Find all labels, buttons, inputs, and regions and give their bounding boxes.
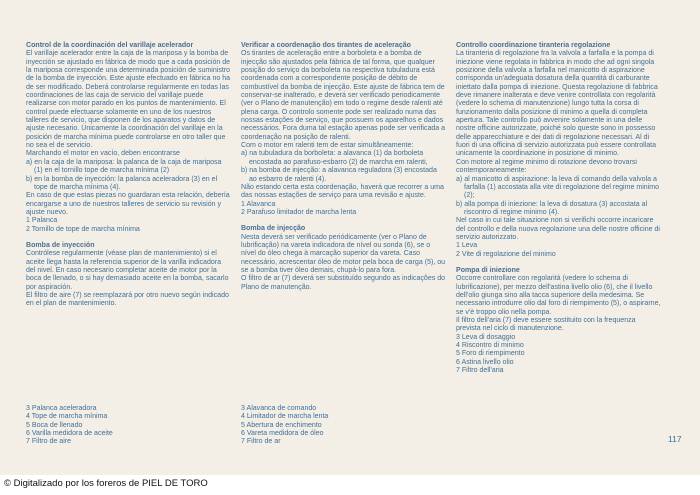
legend-item: 5 Foro di riempimento [456, 350, 525, 358]
legend-item: 4 Riscontro di minimo [456, 342, 524, 350]
paragraph: El filtro de aire (7) se reemplazará por otro nuevo según indicado en el plan de mantenimiento. [26, 291, 229, 308]
list-item: b) en la bomba de inyección: la palanca aceleradora (3) en el tope de marcha mínima (4). [26, 175, 218, 191]
column-spanish [26, 42, 231, 309]
paragraph: Con motore al regime minimo di rotazione devono trovarsi contemporaneamente: [456, 158, 637, 175]
paragraph: Occorre controllare con regolarità (vedere lo schema di lubrificazione), per mezzo dell'astina livello olio (6), che il livello dell'olio giunga sino alla tacca superiore della medesima. Se necessario introdurre olio dal foro di riempimento (5), o aspirarne, se v'è troppo olio nella pompa. [456, 275, 661, 316]
legend-portuguese [241, 405, 446, 447]
legend-item: 7 Filtro de ar [241, 438, 281, 446]
legend-item: 4 Tope de marcha mínima [26, 413, 108, 421]
legend-spanish [26, 405, 231, 447]
list-item: b) alla pompa di iniezione: la leva di dosatura (3) accostata al riscontro di regime minimo (4). [456, 200, 648, 216]
paragraph: Os tirantes de aceleração entre a borboleta e a bomba de injecção são ajustados pela fábrica de tal forma, que qualquer posição do serviço da borboleta na respectiva tubuladura está coordenada com a correspondente posição de débito de combustível da bomba de injecção. Este ajuste de fábrica tem de conservar-se inalterado, e deverá ser verificado periodicamente (ver o Plano de manutenção) em todo o regime desde ralenti até plena carga. O controlo somente pode ser realizado numa das nossas estações de serviço, que possuem os aparelhos e dados necessários. Fora duma tal estação apenas pode ser verificada a coordenação na posição de ralenti. [241, 50, 446, 141]
legend-item: 1 Alavanca [241, 200, 276, 208]
legend-item: 4 Limitador de marcha lenta [241, 413, 329, 421]
legend-item: 7 Filtro dell'aria [456, 367, 504, 375]
legend-item: 3 Palanca aceleradora [26, 405, 97, 412]
paragraph: La tiranteria di regolazione fra la valvola a farfalla e la pompa di iniezione viene regolata in fabbrica in modo che ad ogni singola posizione della valvola a farfalla nel manicotto di aspirazione corrisponda un'adeguata dosatura della quantità di carburante iniettato dalla pompa di iniezione. Questa regolazione di fabbrica deve rimanere inalterata e deve venire controllata con regolarità (vedere lo schema di manutenzione) lungo tutta la corsa di funzionamento dalla posizione di minimo a quella di completa apertura. Tale controllo può avvenire solamente in una delle nostre officine autorizzate, poiché solo queste sono in possesso delle apparecchiature e dei dati di regolazione necessari. Al di fuori di una officina di servizio autorizzata può essere controllata unicamente la coordinazione in posizione di minimo. [456, 50, 658, 158]
footer-credit: © Digitalizado por los foreros de PIEL DE TORO [4, 478, 208, 489]
paragraph: Nel caso in cui tale situazione non si verifichi occorre incaricare del controllo e della nuova regolazione una delle nostre officine di servizio autorizzato. [456, 217, 660, 241]
legend-item: 1 Palanca [26, 217, 58, 225]
legend-item: 3 Alavanca de comando [241, 405, 317, 412]
section-heading: Bomba de inyección [26, 241, 95, 249]
section-heading: Controllo coordinazione tiranteria regolazione [456, 42, 611, 49]
legend-item: 7 Filtro de aire [26, 438, 72, 446]
paragraph: O filtro de ar (7) deverá ser substituído segundo as indicações do Plano de manutenção. [241, 275, 446, 291]
legend-item: 2 Parafuso limitador de marcha lenta [241, 208, 357, 216]
footer-bar [0, 475, 700, 495]
legend-item: 6 Vareta medidora de óleo [241, 430, 324, 438]
paragraph: Marchando el motor en vacío, deben encontrarse [26, 150, 180, 158]
column-portuguese [241, 42, 446, 292]
section-heading: Bomba de injecção [241, 225, 306, 233]
paragraph: Nesta deverá ser verificado periódicamente (ver o Plano de lubrificação) na vareta indicadora de nível ou sonda (6), se o nível do óleo chega à marcação superior da vareta. Caso necessário, acrescentar óleo de motor pela boca de carga (5), ou se a bomba tiver óleo demais, chupá-lo para fora. [241, 233, 446, 274]
legend-item: 5 Abertura de enchimento [241, 421, 322, 429]
legend-item: 5 Boca de llenado [26, 421, 83, 429]
column-italian [456, 42, 661, 375]
list-item: a) al manicotto di aspirazione: la leva di comando della valvola a farfalla (1) accostata alla vite di regolazione del regime minimo (2); [456, 175, 660, 200]
list-item: a) na tubuladura da borboleta: a alavanca (1) da borboleta encostada ao parafuso-esbarro (2) de marcha em ralenti, [241, 150, 428, 166]
section-heading: Control de la coordinación del varillaje acelerador [26, 42, 194, 49]
list-item: a) en la caja de la mariposa: la palanca de la caja de mariposa (1) en el tornillo tope de marcha mínima (2) [26, 158, 222, 175]
list-item: b) na bomba de injecção: a alavanca reguladora (3) encostada ao esbarro de ralenti (4). [241, 167, 437, 183]
page-number: 117 [668, 434, 682, 444]
legend-item: 3 Leva di dosaggio [456, 333, 516, 341]
paragraph: Contrólese regularmente (véase plan de mantenimiento) si el aceite llega hasta la referencia superior de la varilla indicadora del nivel. En caso necesario completar aceite de motor por la boca de llenado, o si hay demasiado aceite en la bomba, sacarlo por aspiración. [26, 250, 229, 291]
section-heading: Pompa di iniezione [456, 266, 520, 274]
paragraph: En caso de que estas piezas no guardaran esta relación, debería encargarse a uno de nuestros talleres de servicio su revisión y ajuste nuevo. [26, 192, 230, 216]
legend-item: 6 Varilla medidora de aceite [26, 430, 113, 438]
legend-item: 1 Leva [456, 242, 478, 250]
section-heading: Verificar a coordenação dos tirantes de aceleração [241, 42, 411, 49]
paragraph: El varillaje acelerador entre la caja de la mariposa y la bomba de inyección se ajustado en fábrica de modo que a cada posición de la mariposa corresponde una determinada posición de suministro de la bomba de inyección. Este ajuste efectuado en fábrica no ha de ser modificado. Deberá controlarse regularmente en todas las coordinaciones de las caja de servicio del varillaje puede realizarse con motor parado en los puntos de mantenimiento. El control puede efectuarse solamente en uno de los nuestros talleres de servicio, que disponen de los aparatos y datos de ajuste necesario. Únicamente la coordinación del varillaje en la posición de marcha mínima puede controlarse en otro taller que no sea el de servicio. [26, 50, 231, 150]
paragraph: Il filtro dell'aria (7) deve essere sostituito con la frequenza prevista nel ciclo di manutenzione. [456, 317, 636, 333]
legend-item: 6 Astina livello olio [456, 358, 514, 366]
paragraph: Não estando certa esta coordenação, haverá que recorrer a uma das nossas estações de serviço para uma revisão e ajuste. [241, 183, 444, 200]
legend-item: 2 Tornillo de tope de marcha mínima [26, 225, 140, 233]
legend-item: 2 Vite di regolazione del minimo [456, 250, 556, 258]
paragraph: Com o motor em ralenti tem de estar simultâneamente: [241, 142, 414, 150]
